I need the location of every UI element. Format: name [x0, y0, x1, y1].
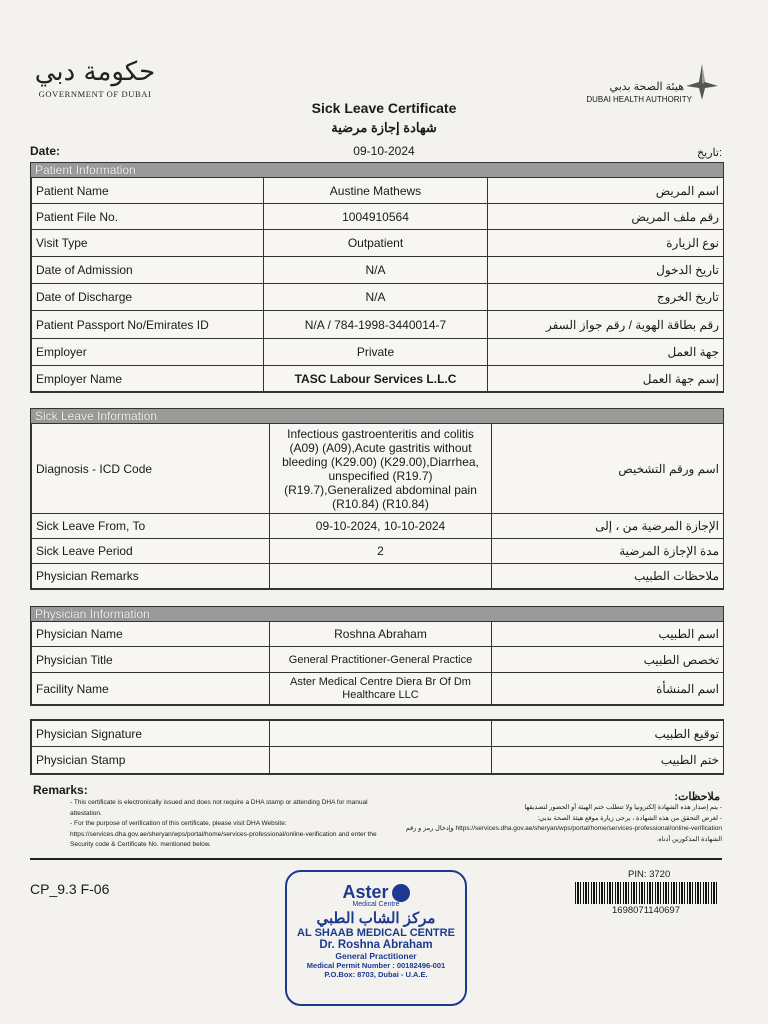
table-row [32, 257, 724, 284]
table-row [32, 514, 724, 539]
dha-logo-arabic: هيئة الصحة بدبي [609, 81, 684, 93]
row-label: Sick Leave From, To [32, 514, 270, 539]
table-row [32, 721, 724, 747]
row-value: General Practitioner-General Practice [270, 647, 492, 673]
signature-section [30, 719, 724, 775]
dha-logo-english: DUBAI HEALTH AUTHORITY [586, 95, 692, 104]
row-label-arabic: الإجازة المرضية من ، إلى [492, 514, 724, 539]
sick-leave-table [31, 423, 724, 589]
row-label: Physician Signature [32, 721, 270, 747]
footer-divider [30, 858, 722, 860]
row-label: Date of Discharge [32, 284, 264, 311]
section-heading: Physician Information [31, 607, 723, 621]
form-code: CP_9.3 F-06 [30, 881, 110, 897]
row-value: N/A [264, 257, 488, 284]
remarks-line-1: - This certificate is electronically issued and does not require a DHA stamp or attending DHA for manual attestation. [70, 799, 368, 817]
stamp-field [270, 747, 492, 774]
table-row [32, 311, 724, 339]
row-label: Sick Leave Period [32, 539, 270, 564]
stamp-po-box: P.O.Box: 8703, Dubai - U.A.E. [324, 970, 428, 979]
table-row [32, 747, 724, 774]
stamp-doctor-title: General Practitioner [335, 951, 417, 961]
row-value: 2 [270, 539, 492, 564]
remarks-english [70, 798, 390, 851]
row-label-arabic: اسم المريض [488, 178, 724, 204]
certificate-title-arabic: شهادة إجازة مرضية [331, 120, 437, 135]
stamp-brand [287, 882, 465, 903]
section-heading: Patient Information [31, 163, 723, 177]
patient-information-section [30, 162, 724, 393]
table-row [32, 339, 724, 366]
aster-logo-icon [392, 884, 410, 902]
remarks-arabic [390, 803, 722, 845]
stamp-centre-name: AL SHAAB MEDICAL CENTRE [297, 927, 455, 939]
sick-leave-information-section [30, 408, 724, 590]
section-heading: Sick Leave Information [31, 409, 723, 423]
patient-table [31, 177, 724, 392]
table-row [32, 366, 724, 392]
row-label: Date of Admission [32, 257, 264, 284]
row-label: Diagnosis - ICD Code [32, 424, 270, 514]
row-value: Outpatient [264, 230, 488, 257]
row-value: N/A / 784-1998-3440014-7 [264, 311, 488, 339]
table-row [32, 230, 724, 257]
row-label: Physician Stamp [32, 747, 270, 774]
row-value: Austine Mathews [264, 178, 488, 204]
barcode-number: 1698071140697 [612, 905, 680, 916]
row-label: Patient Passport No/Emirates ID [32, 311, 264, 339]
row-label: Patient Name [32, 178, 264, 204]
remarks-title-arabic: ملاحظات: [674, 791, 720, 803]
signature-field [270, 721, 492, 747]
pin-code: PIN: 3720 [628, 869, 671, 880]
row-value: TASC Labour Services L.L.C [264, 366, 488, 392]
table-row [32, 673, 724, 705]
row-label: Facility Name [32, 673, 270, 705]
row-value: N/A [264, 284, 488, 311]
row-label-arabic: توقيع الطبيب [492, 721, 724, 747]
row-value: Aster Medical Centre Diera Br Of Dm Healthcare LLC [270, 673, 492, 705]
table-row [32, 424, 724, 514]
row-value: Private [264, 339, 488, 366]
row-value: Roshna Abraham [270, 622, 492, 647]
date-label-arabic: تاريخ: [697, 147, 722, 159]
date-label: Date: [30, 144, 61, 158]
stamp-arabic-name: مركز الشاب الطبي [316, 910, 436, 927]
row-label-arabic: اسم الطبيب [492, 622, 724, 647]
table-row [32, 178, 724, 204]
gov-logo-arabic: حكومة دبي [34, 57, 156, 87]
row-label-arabic: اسم ورقم التشخيص [492, 424, 724, 514]
row-label: Physician Title [32, 647, 270, 673]
stamp-subtitle: Medical Centre [352, 901, 400, 908]
row-label: Employer Name [32, 366, 264, 392]
table-row [32, 539, 724, 564]
remarks-line-2: - For the purpose of verification of this certificate, please visit DHA Website: https://services.dha.gov.ae/sheryan/wps/portal/home/services-professional/online-verification and enter the Security code & Certificate No. mentioned below. [70, 820, 377, 848]
remarks-line-1-arabic: - يتم إصدار هذه الشهادة إلكترونيا ولا تتطلب ختم الهيئة أو الحضور لتصديقها [524, 804, 722, 811]
row-label-arabic: مدة الإجازة المرضية [492, 539, 724, 564]
physician-table [31, 621, 724, 705]
clinic-stamp [285, 870, 467, 1006]
barcode-icon [575, 882, 718, 904]
row-label-arabic: ملاحظات الطبيب [492, 564, 724, 589]
row-label-arabic: رقم ملف المريض [488, 204, 724, 230]
stamp-brand-text: Aster [342, 882, 389, 902]
row-label: Visit Type [32, 230, 264, 257]
row-label-arabic: تخصص الطبيب [492, 647, 724, 673]
row-value: 09-10-2024, 10-10-2024 [270, 514, 492, 539]
diagnosis-value: Infectious gastroenteritis and colitis (A09) (A09),Acute gastritis without bleeding (K29.00) (K29.00),Diarrhea, unspecified (R19.7) (R19.7),Generalized abdominal pain (R10.84) (R10.84) [270, 424, 492, 514]
stamp-permit-number: Medical Permit Number : 00182496-001 [306, 961, 446, 970]
row-label-arabic: تاريخ الدخول [488, 257, 724, 284]
remarks-title: Remarks: [33, 783, 88, 797]
table-row [32, 204, 724, 230]
certificate-title: Sick Leave Certificate [311, 100, 457, 116]
gov-logo-english: GOVERNMENT OF DUBAI [38, 89, 152, 99]
row-label-arabic: إسم جهة العمل [488, 366, 724, 392]
row-label-arabic: تاريخ الخروج [488, 284, 724, 311]
table-row [32, 564, 724, 589]
row-label: Physician Name [32, 622, 270, 647]
remarks-line-2-arabic: - لغرض التحقق من هذه الشهادة ، يرجى زيارة موقع هيئة الصحة بدبي: https://services.dha.gov.ae/sheryan/wps/portal/home/services-professional/online-verification وإدخال رمز و رقم الشهادة المذكورين أدناه. [405, 814, 722, 843]
row-label-arabic: رقم بطاقة الهوية / رقم جواز السفر [488, 311, 724, 339]
physician-information-section [30, 606, 724, 706]
row-label-arabic: جهة العمل [488, 339, 724, 366]
row-label-arabic: اسم المنشأة [492, 673, 724, 705]
table-row [32, 647, 724, 673]
row-label-arabic: ختم الطبيب [492, 747, 724, 774]
row-label: Physician Remarks [32, 564, 270, 589]
row-label: Employer [32, 339, 264, 366]
row-label: Patient File No. [32, 204, 264, 230]
row-label-arabic: نوع الزيارة [488, 230, 724, 257]
row-value [270, 564, 492, 589]
date-value: 09-10-2024 [353, 144, 415, 158]
stamp-doctor-name: Dr. Roshna Abraham [319, 939, 433, 951]
government-of-dubai-logo [30, 55, 160, 99]
row-value: 1004910564 [264, 204, 488, 230]
table-row [32, 622, 724, 647]
signature-table [31, 720, 724, 774]
table-row [32, 284, 724, 311]
